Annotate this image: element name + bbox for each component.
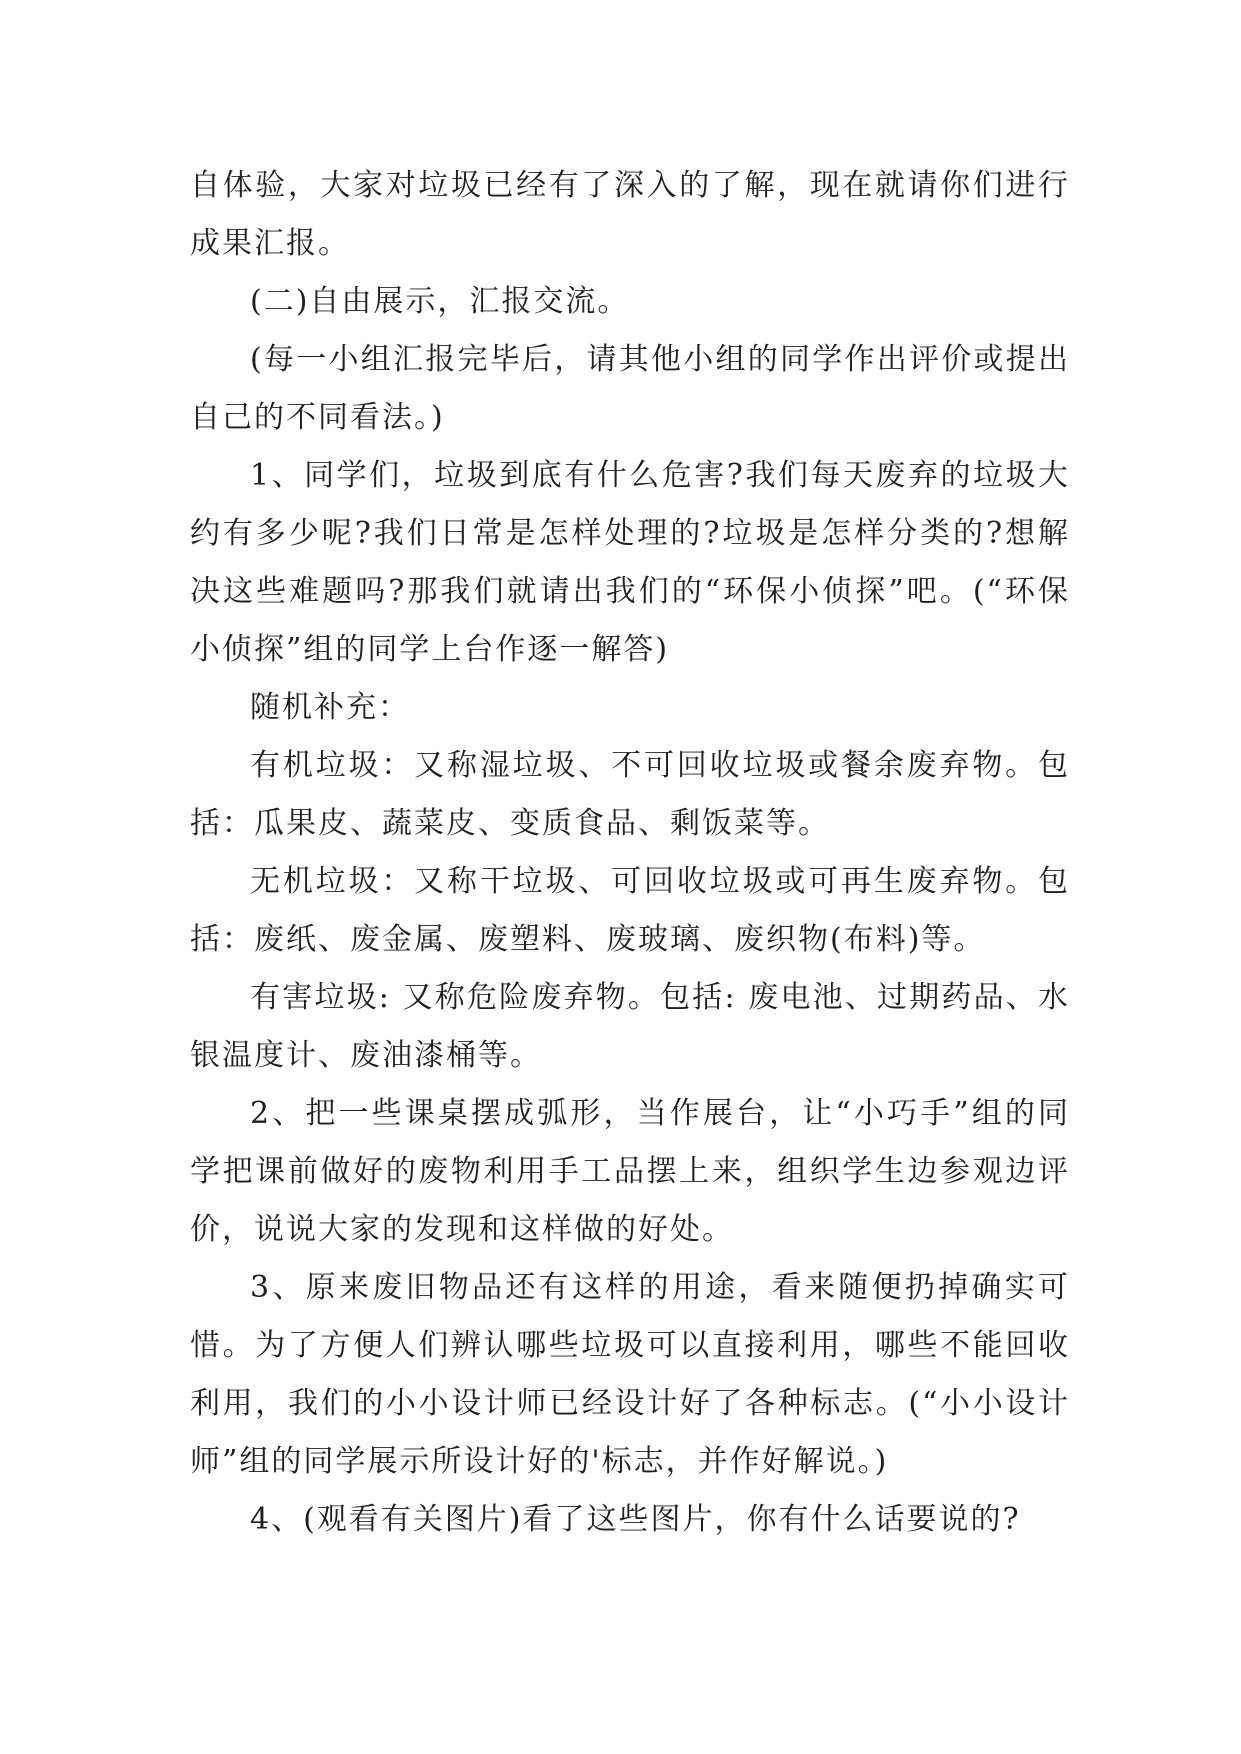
paragraph-4: 1、同学们，垃圾到底有什么危害?我们每天废弃的垃圾大约有多少呢?我们日常是怎样处理的?垃圾是怎样分类的?想解决这些难题吗?那我们就请出我们的“环保小侦探”吧。(“环保小侦探”组的同学上台作逐一解答): [190, 458, 1070, 667]
paragraph-10: 3、原来废旧物品还有这样的用途，看来随便扔掉确实可惜。为了方便人们辨认哪些垃圾可以直接利用，哪些不能回收利用，我们的小小设计师已经设计好了各种标志。(“小小设计师”组的同学展示所设计好的'标志，并作好解说。): [190, 1270, 1070, 1479]
paragraph-1: 自体验，大家对垃圾已经有了深入的了解，现在就请你们进行成果汇报。: [190, 168, 1070, 261]
paragraph-7: 无机垃圾：又称干垃圾、可回收垃圾或可再生废弃物。包括：废纸、废金属、废塑料、废玻璃、废织物(布料)等。: [190, 864, 1070, 957]
paragraph-2: (二)自由展示，汇报交流。: [250, 284, 630, 319]
paragraph-6: 有机垃圾：又称湿垃圾、不可回收垃圾或餐余废弃物。包括：瓜果皮、蔬菜皮、变质食品、剩饭菜等。: [190, 748, 1070, 841]
document-body: [190, 157, 1070, 1549]
paragraph-11: 4、(观看有关图片)看了这些图片，你有什么话要说的?: [250, 1502, 1021, 1537]
paragraph-3: (每一小组汇报完毕后，请其他小组的同学作出评价或提出自己的不同看法。): [190, 342, 1070, 435]
paragraph-5: 随机补充：: [250, 690, 410, 725]
paragraph-9: 2、把一些课桌摆成弧形，当作展台，让“小巧手”组的同学把课前做好的废物利用手工品摆上来，组织学生边参观边评价，说说大家的发现和这样做的好处。: [190, 1096, 1070, 1247]
paragraph-8: 有害垃圾: 又称危险废弃物。包括: 废电池、过期药品、水银温度计、废油漆桶等。: [190, 980, 1070, 1073]
